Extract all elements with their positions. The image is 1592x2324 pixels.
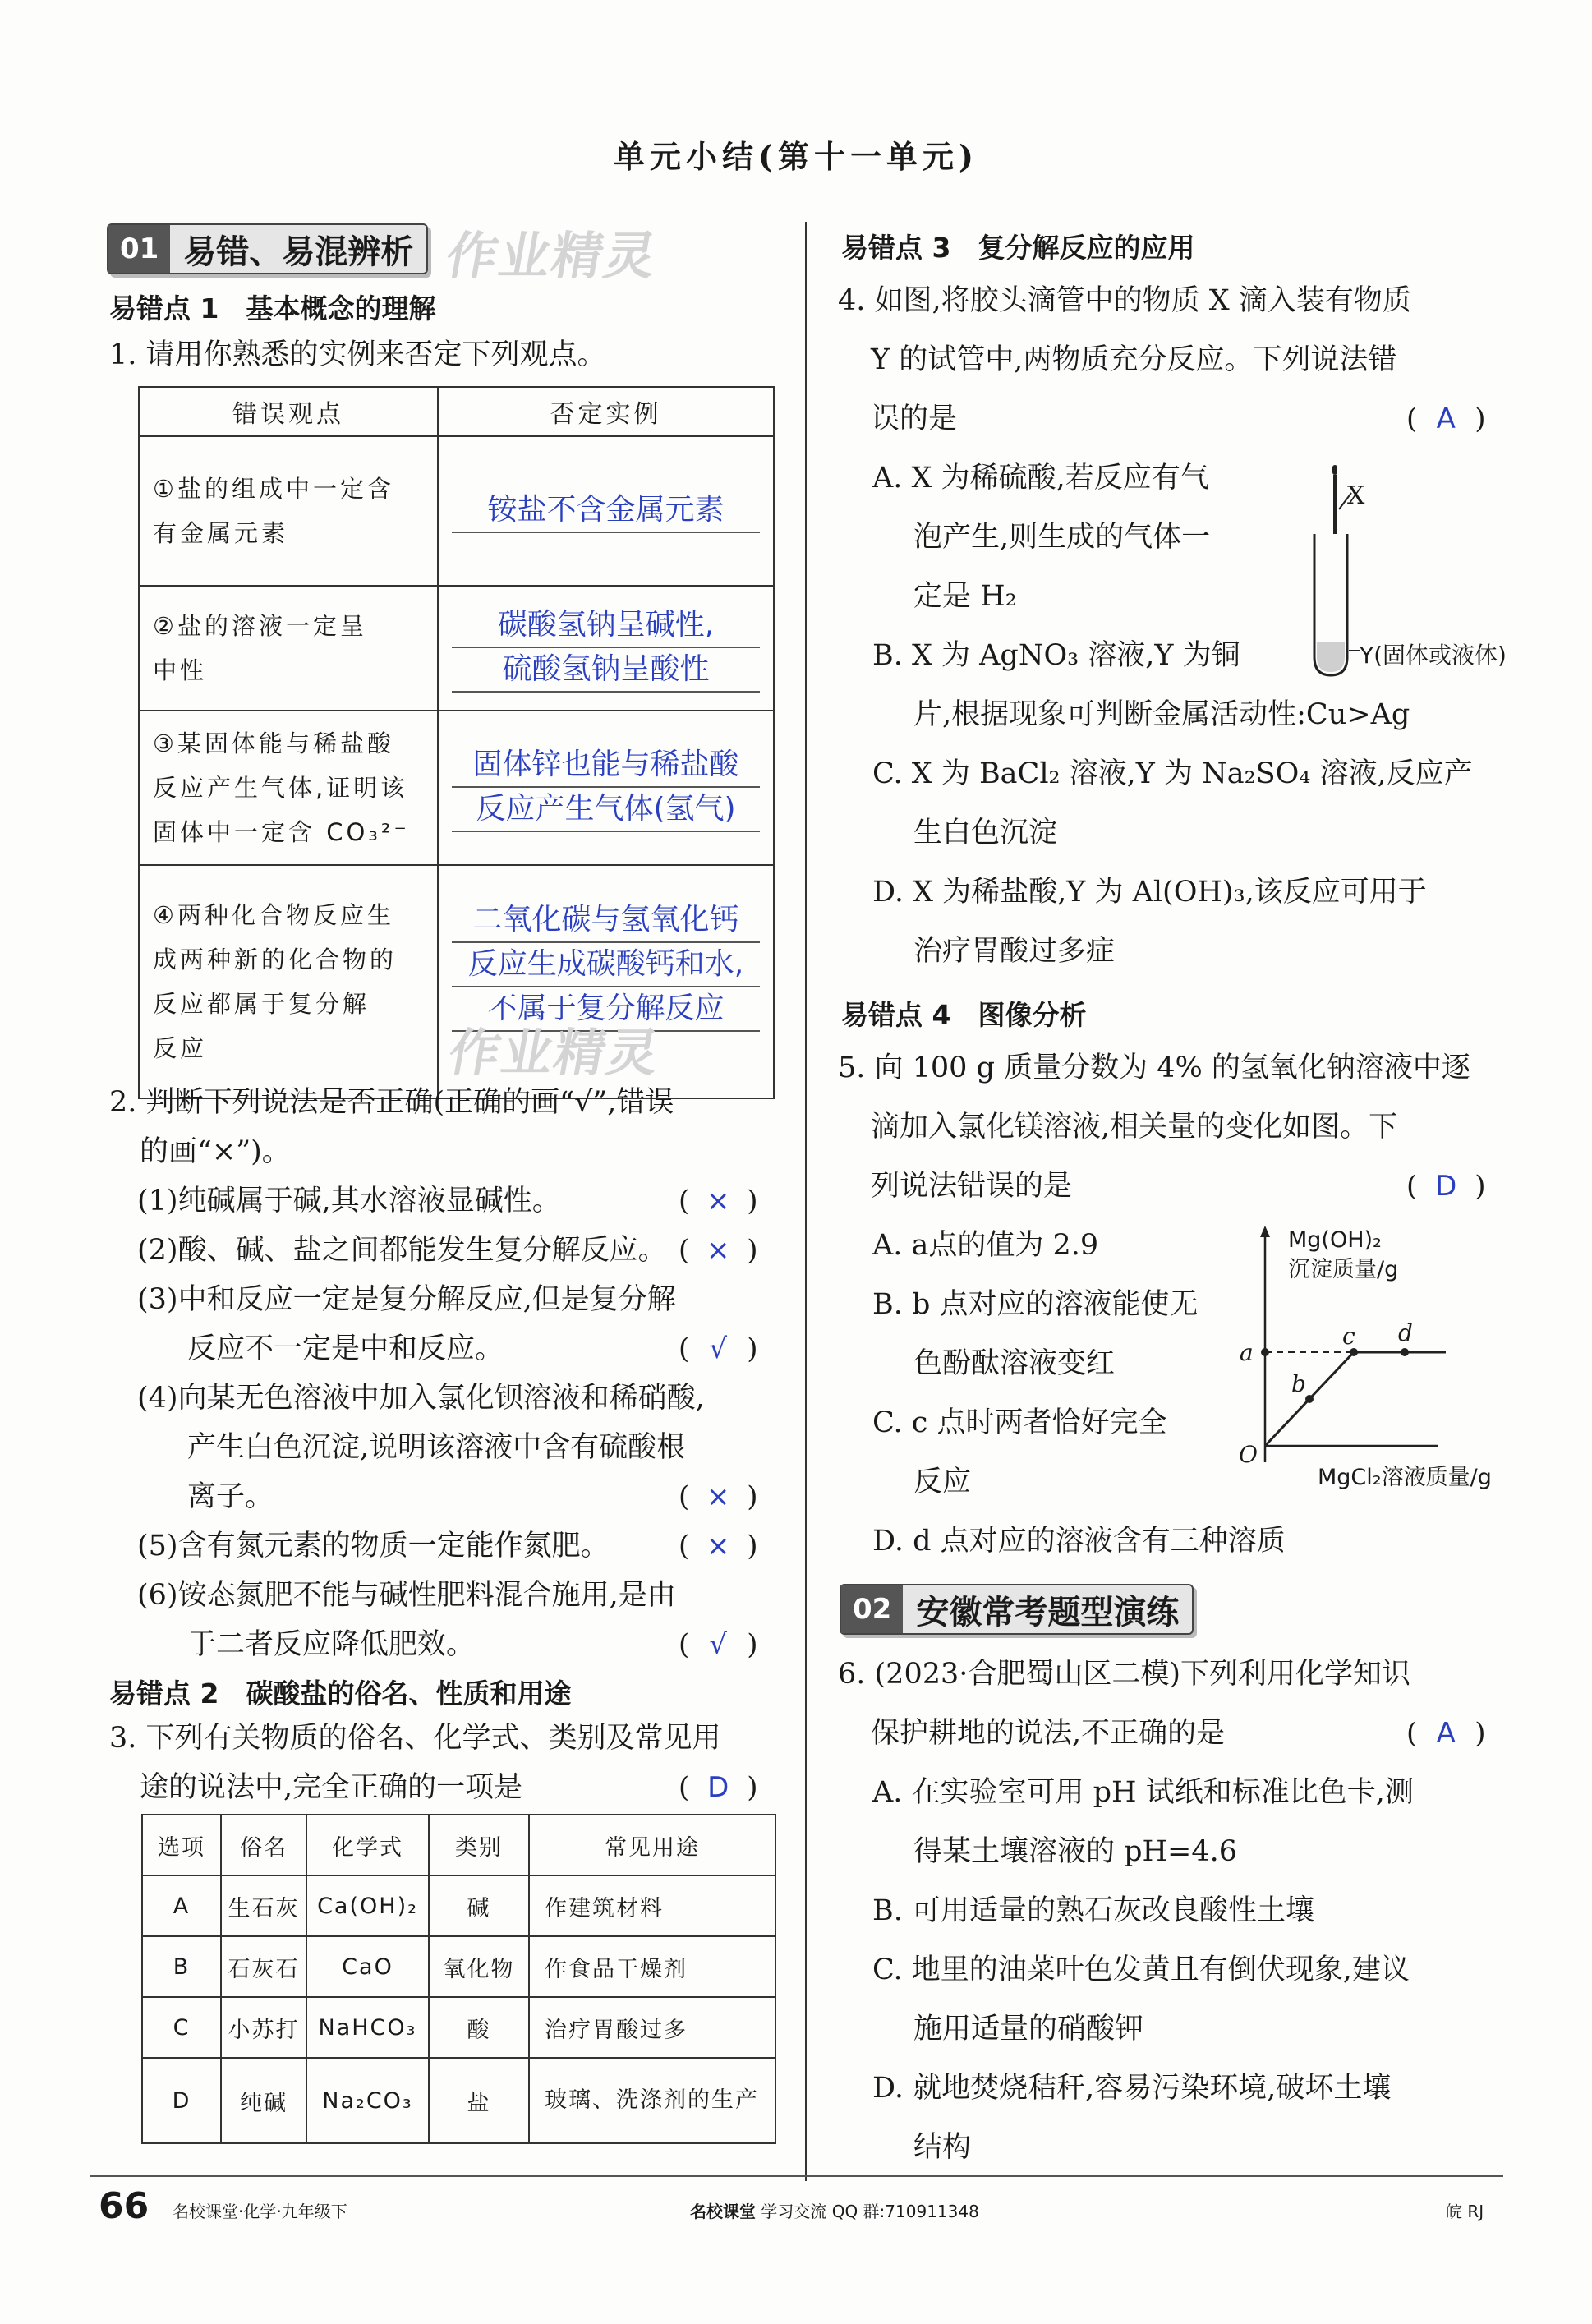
counter-example: [438, 711, 774, 865]
option-b: B. 可用适量的熟石灰改良酸性土壤: [872, 1894, 1314, 1927]
table-header: 化学式: [306, 1815, 429, 1875]
answer-paren: ( × ): [679, 1516, 758, 1576]
option-c: 反应: [913, 1466, 972, 1498]
answer-line: 固体锌也能与稀盐酸: [452, 743, 760, 788]
table-cell: B: [142, 1936, 221, 1997]
table-cell: Ca(OH)₂: [306, 1875, 429, 1936]
book-info: 名校课堂·化学·九年级下: [173, 2202, 347, 2221]
question-6-stem: 保护耕地的说法,不正确的是: [871, 1717, 1226, 1750]
table-cell: C: [142, 1997, 221, 2058]
page-number: 66: [99, 2185, 150, 2227]
tube-content: [1317, 642, 1345, 672]
table-header: 否定实例: [438, 387, 774, 436]
judge-item: (3)中和反应一定是复分解反应,但是复分解: [137, 1283, 676, 1316]
question-3-stem: 3. 下列有关物质的俗名、化学式、类别及常见用: [109, 1722, 721, 1755]
option-d: 结构: [913, 2131, 972, 2164]
judge-item: (1)纯碱属于碱,其水溶液显碱性。: [137, 1185, 561, 1217]
table-cell: Na₂CO₃: [306, 2058, 429, 2143]
answer-line: 反应产生气体(氢气): [452, 788, 760, 832]
text-line: 固体中一定含 CO₃²⁻: [153, 818, 410, 846]
question-4-stem: 误的是: [871, 403, 958, 435]
option-d: D. 就地焚烧秸秆,容易污染环境,破坏土壤: [872, 2072, 1392, 2105]
table-header: 错误观点: [139, 387, 438, 436]
footer-rule: [90, 2175, 1503, 2177]
question-1-table: [138, 386, 775, 1099]
brand-logo: 名校课堂: [690, 2202, 756, 2221]
wrong-view: [139, 436, 438, 586]
precipitate-graph: [1232, 1224, 1577, 1487]
question-1-stem: 1. 请用你熟悉的实例来否定下列观点。: [109, 338, 606, 371]
answer-choice: D: [707, 1771, 729, 1804]
section-number: 01: [108, 225, 170, 273]
answer-line: 反应生成碳酸钙和水,: [452, 943, 760, 987]
table-cell: A: [142, 1875, 221, 1936]
watermark: 作业精灵: [441, 226, 663, 286]
answer-line: 不属于复分解反应: [452, 987, 760, 1032]
wrong-view: [139, 711, 438, 865]
table-cell: 酸: [429, 1997, 529, 2058]
qq-group: 学习交流 QQ 群:710911348: [761, 2202, 979, 2221]
point-label-b: b: [1291, 1370, 1306, 1397]
option-c: 施用适量的硝酸钾: [913, 2013, 1144, 2046]
table-cell: 作建筑材料: [529, 1875, 775, 1936]
option-c: C. X 为 BaCl₂ 溶液,Y 为 Na₂SO₄ 溶液,反应产: [872, 757, 1473, 790]
question-5-stem: 5. 向 100 g 质量分数为 4% 的氢氧化钠溶液中逐: [838, 1052, 1470, 1084]
question-4-stem: 4. 如图,将胶头滴管中的物质 X 滴入装有物质: [838, 284, 1411, 317]
question-5-stem: 滴加入氯化镁溶液,相关量的变化如图。下: [871, 1111, 1398, 1144]
option-d: 治疗胃酸过多症: [913, 935, 1116, 968]
wrong-view: [139, 586, 438, 711]
table-cell: 小苏打: [221, 1997, 306, 2058]
section-badge-01: [107, 223, 428, 274]
answer-paren: ( × ): [679, 1171, 758, 1231]
answer-line: 铵盐不含金属元素: [452, 489, 760, 533]
y-axis-label-line: 沉淀质量/g: [1288, 1257, 1399, 1282]
table-cell: 生石灰: [221, 1875, 306, 1936]
judge-item: 离子。: [187, 1480, 274, 1513]
table-cell: 盐: [429, 2058, 529, 2143]
question-6-stem: 6. (2023·合肥蜀山区二模)下列利用化学知识: [838, 1658, 1411, 1691]
table-cell: 作食品干燥剂: [529, 1936, 775, 1997]
judge-item: 于二者反应降低肥效。: [187, 1628, 476, 1661]
table-row: [142, 1875, 775, 1936]
text-line: ④两种化合物反应生: [153, 901, 394, 929]
table-cell: 氧化物: [429, 1936, 529, 1997]
question-3-stem: 途的说法中,完全正确的一项是: [140, 1771, 523, 1804]
judge-item: 反应不一定是中和反应。: [187, 1332, 504, 1365]
counter-example: [438, 436, 774, 586]
judge-item: (2)酸、碱、盐之间都能发生复分解反应。: [137, 1234, 667, 1267]
answer-mark: √: [709, 1628, 728, 1661]
answer-paren: ( √ ): [679, 1615, 758, 1674]
table-header: 俗名: [221, 1815, 306, 1875]
text-line: ③某固体能与稀盐酸: [153, 729, 394, 757]
watermark: 作业精灵: [444, 1023, 665, 1083]
option-d: D. X 为稀盐酸,Y 为 Al(OH)₃,该反应可用于: [872, 876, 1427, 909]
counter-example: [438, 586, 774, 711]
option-b: B. b 点对应的溶液能使无: [872, 1288, 1199, 1321]
option-d: D. d 点对应的溶液含有三种溶质: [872, 1525, 1286, 1558]
answer-choice: D: [1435, 1170, 1457, 1203]
answer-mark: ×: [706, 1234, 730, 1267]
text-line: 反应都属于复分解: [153, 990, 370, 1018]
point-label-a: a: [1240, 1339, 1254, 1366]
table-cell: NaHCO₃: [306, 1997, 429, 2058]
section-label: 安徽常考题型演练: [916, 1593, 1180, 1631]
table-row: [142, 1997, 775, 2058]
page-title: 单元小结(第十一单元): [614, 138, 978, 175]
option-a: 泡产生,则生成的气体一: [913, 521, 1211, 554]
table-row: [142, 2058, 775, 2143]
table-cell: 纯碱: [221, 2058, 306, 2143]
option-b: 色酚酞溶液变红: [913, 1347, 1116, 1380]
text-line: 有金属元素: [153, 519, 289, 547]
table-header: 常见用途: [529, 1815, 775, 1875]
table-header: 选项: [142, 1815, 221, 1875]
point-heading-1: 易错点 1 基本概念的理解: [109, 292, 436, 324]
column-divider: [805, 222, 807, 2181]
y-axis-label-line: Mg(OH)₂: [1288, 1227, 1382, 1253]
point-heading-3: 易错点 3 复分解反应的应用: [841, 232, 1195, 264]
question-2-stem: 2. 判断下列说法是否正确(正确的画“√”,错误: [109, 1086, 674, 1119]
answer-mark: ×: [706, 1530, 730, 1562]
answer-mark: ×: [706, 1185, 730, 1217]
text-line: 成两种新的化合物的: [153, 946, 398, 973]
table-cell: D: [142, 2058, 221, 2143]
option-c: C. 地里的油菜叶色发黄且有倒伏现象,建议: [872, 1954, 1410, 1986]
dropper-bulb: [1332, 465, 1337, 475]
label-x: X: [1347, 481, 1365, 510]
question-2-stem: 的画“×”)。: [140, 1135, 291, 1168]
answer-paren: ( × ): [679, 1221, 758, 1280]
answer-paren: ( D ): [679, 1758, 758, 1817]
y-axis-label: [1288, 1226, 1398, 1285]
answer-paren: ( A ): [1406, 389, 1486, 449]
option-b: 片,根据现象可判断金属活动性:Cu>Ag: [913, 698, 1410, 731]
edition-mark: 皖 RJ: [1446, 2202, 1484, 2221]
curve: [1265, 1352, 1446, 1446]
point-heading-4: 易错点 4 图像分析: [841, 999, 1087, 1031]
answer-paren: ( D ): [1406, 1157, 1486, 1216]
answer-line: 二氧化碳与氢氧化钙: [452, 899, 760, 943]
table-cell: 玻璃、洗涤剂的生产: [529, 2058, 775, 2143]
question-5-stem: 列说法错误的是: [871, 1170, 1073, 1203]
judge-item: (6)铵态氮肥不能与碱性肥料混合施用,是由: [137, 1579, 676, 1612]
option-a: A. X 为稀硫酸,若反应有气: [872, 462, 1209, 495]
table-cell: 碱: [429, 1875, 529, 1936]
table-cell: 石灰石: [221, 1936, 306, 1997]
question-3-table: [141, 1814, 776, 2144]
option-a: 定是 H₂: [913, 580, 1017, 613]
text-line: ①盐的组成中一定含: [153, 475, 394, 503]
point-heading-2: 易错点 2 碳酸盐的俗名、性质和用途: [109, 1677, 572, 1710]
answer-mark: ×: [706, 1480, 730, 1513]
section-number: 02: [841, 1585, 903, 1633]
judge-item: (5)含有氮元素的物质一定能作氮肥。: [137, 1530, 610, 1562]
table-header: 类别: [429, 1815, 529, 1875]
table-row: [142, 1936, 775, 1997]
table-cell: 治疗胃酸过多: [529, 1997, 775, 2058]
judge-item: 产生白色沉淀,说明该溶液中含有硫酸根: [187, 1431, 686, 1464]
wrong-view: [139, 865, 438, 1098]
answer-paren: ( × ): [679, 1467, 758, 1526]
answer-paren: ( √ ): [679, 1319, 758, 1378]
origin-label: O: [1239, 1441, 1258, 1468]
point-label-d: d: [1398, 1319, 1413, 1346]
point-d: [1401, 1348, 1409, 1356]
text-line: 反应: [153, 1034, 208, 1062]
answer-line: 硫酸氢钠呈酸性: [452, 648, 760, 693]
point-b: [1305, 1395, 1314, 1403]
text-line: ②盐的溶液一定呈: [153, 612, 367, 640]
answer-choice: A: [1436, 1717, 1456, 1750]
judge-item: (4)向某无色溶液中加入氯化钡溶液和稀硝酸,: [137, 1382, 705, 1415]
answer-mark: √: [709, 1332, 728, 1365]
question-4-stem: Y 的试管中,两物质充分反应。下列说法错: [871, 343, 1397, 376]
answer-choice: A: [1436, 403, 1456, 435]
label-y: Y(固体或液体): [1360, 642, 1507, 669]
section-badge-02: [840, 1584, 1194, 1635]
answer-line: 碳酸氢钠呈碱性,: [452, 604, 760, 648]
point-a: [1261, 1348, 1269, 1356]
table-cell: CaO: [306, 1936, 429, 1997]
option-a: A. a点的值为 2.9: [872, 1229, 1099, 1262]
section-label: 易错、易混辨析: [183, 232, 414, 271]
option-c: 生白色沉淀: [913, 817, 1058, 849]
option-a: A. 在实验室可用 pH 试纸和标准比色卡,测: [872, 1776, 1414, 1809]
x-axis-label: MgCl₂溶液质量/g: [1318, 1465, 1492, 1490]
option-a: 得某土壤溶液的 pH=4.6: [913, 1835, 1238, 1868]
y-axis-arrow: [1260, 1226, 1270, 1237]
option-c: C. c 点时两者恰好完全: [872, 1406, 1167, 1439]
point-label-c: c: [1342, 1323, 1355, 1350]
answer-paren: ( A ): [1406, 1704, 1486, 1763]
option-b: B. X 为 AgNO₃ 溶液,Y 为铜: [872, 639, 1240, 672]
footer-brand: [690, 2198, 979, 2222]
text-line: 中性: [153, 656, 208, 684]
text-line: 反应产生气体,证明该: [153, 774, 408, 802]
